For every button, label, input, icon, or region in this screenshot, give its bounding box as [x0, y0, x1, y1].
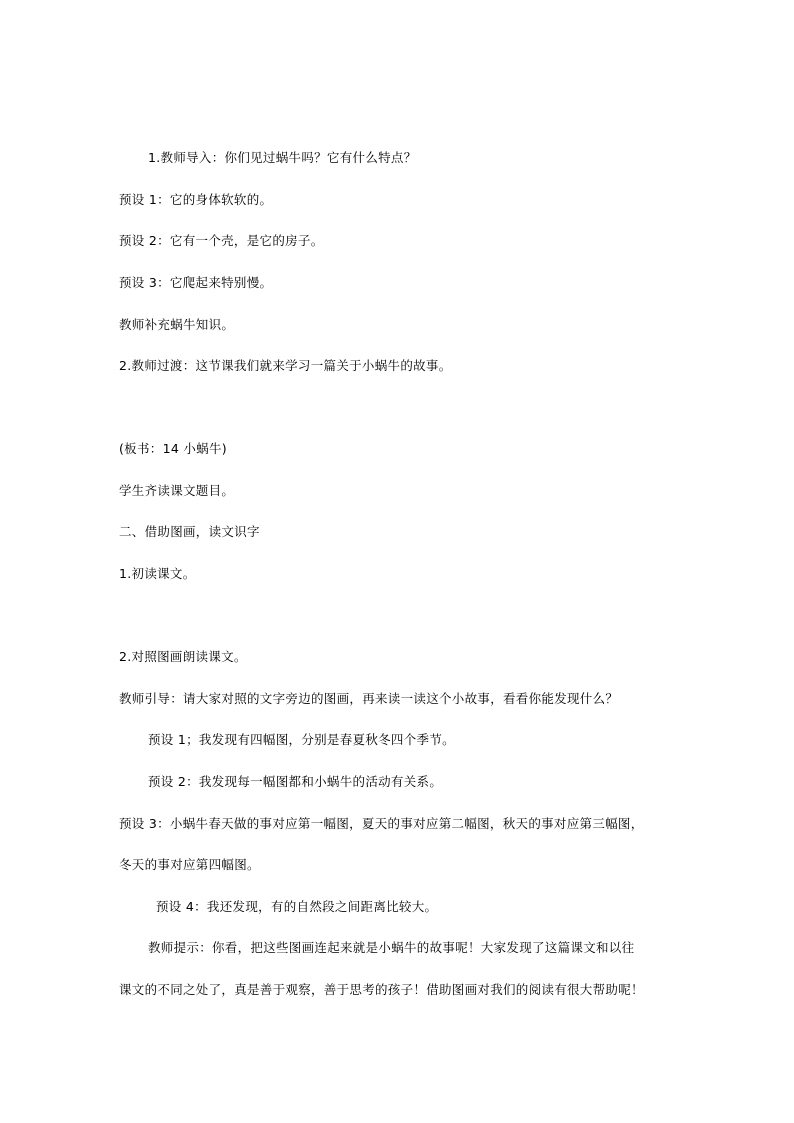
section-heading-picture-reading: 二、借助图画，读文识字	[119, 524, 260, 539]
paragraph-preset-4: 预设 4：我还发现，有的自然段之间距离比较大。	[156, 899, 438, 914]
paragraph-teacher-intro: 1.教师导入：你们见过蜗牛吗？它有什么特点？	[148, 150, 417, 165]
paragraph-teacher-transition: 2.教师过渡：这节课我们就来学习一篇关于小蜗牛的故事。	[119, 358, 452, 373]
paragraph-read-with-pictures: 2.对照图画朗读课文。	[119, 649, 247, 664]
paragraph-teacher-hint: 教师提示：你看，把这些图画连起来就是小蜗牛的故事呢！大家发现了这篇课文和以往	[148, 940, 635, 955]
paragraph-board-writing: (板书：14 小蜗牛)	[119, 441, 227, 456]
paragraph-students-read-title: 学生齐读课文题目。	[119, 483, 235, 498]
paragraph-teacher-guide: 教师引导：请大家对照的文字旁边的图画，再来读一读这个小故事，看看你能发现什么？	[119, 691, 619, 706]
paragraph-preset-3: 预设 3：它爬起来特别慢。	[119, 275, 273, 290]
paragraph-preset-1-seasons: 预设 1；我发现有四幅图，分别是春夏秋冬四个季节。	[148, 732, 455, 747]
paragraph-preset-2-activities: 预设 2：我发现每一幅图都和小蜗牛的活动有关系。	[148, 774, 443, 789]
paragraph-teacher-supplement: 教师补充蜗牛知识。	[119, 317, 235, 332]
paragraph-preset-3-continued: 冬天的事对应第四幅图。	[119, 857, 260, 872]
paragraph-preset-3-mapping: 预设 3：小蜗牛春天做的事对应第一幅图，夏天的事对应第二幅图，秋天的事对应第三幅图，	[119, 816, 644, 831]
paragraph-preset-1: 预设 1：它的身体软软的。	[119, 192, 273, 207]
paragraph-preset-2: 预设 2：它有一个壳，是它的房子。	[119, 233, 324, 248]
paragraph-first-reading: 1.初读课文。	[119, 566, 196, 581]
paragraph-teacher-hint-continued: 课文的不同之处了，真是善于观察，善于思考的孩子！借助图画对我们的阅读有很大帮助呢！	[119, 982, 644, 997]
